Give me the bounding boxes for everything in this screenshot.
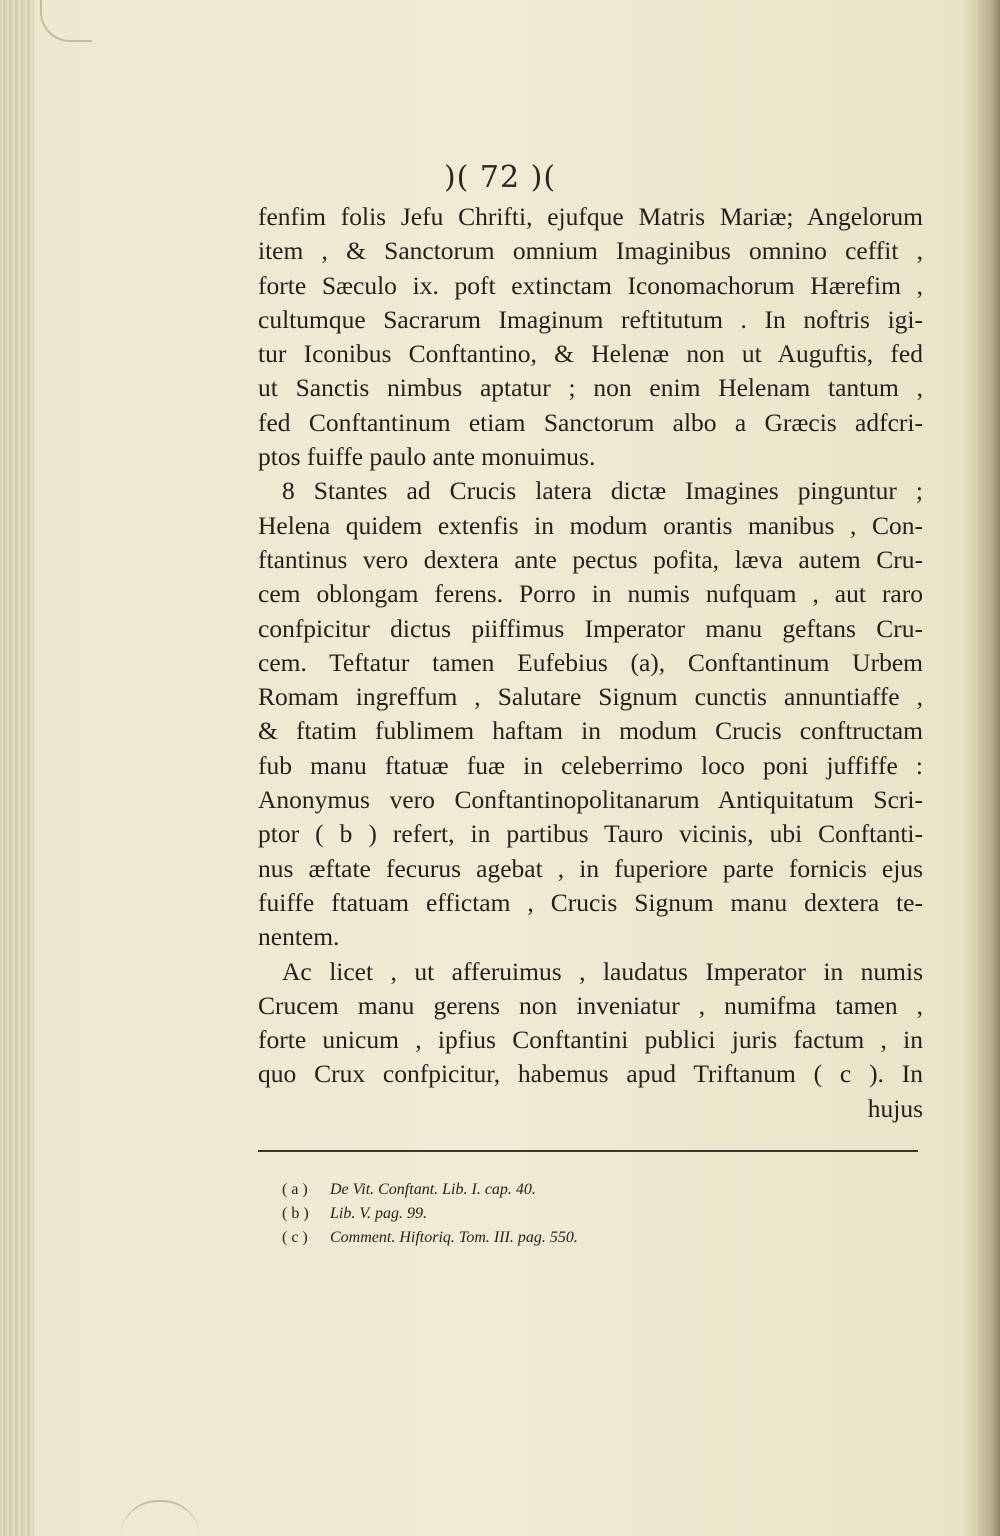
text-line: fub manu ftatuæ fuæ in celeberrimo loco poni juffiffe : (258, 750, 923, 780)
footnote-text: Comment. Hiftoriq. Tom. III. pag. 550. (330, 1229, 578, 1246)
text-line: fuiffe ftatuam effictam , Crucis Signum manu dextera te- (258, 887, 923, 917)
binding-gutter (0, 0, 34, 1536)
text-line: confpicitur dictus piiffimus Imperator manu geftans Cru- (258, 613, 923, 643)
text-line: ptor ( b ) refert, in partibus Tauro vicinis, ubi Conftanti- (258, 819, 923, 849)
text-line: fenfim folis Jefu Chrifti, ejufque Matris Mariæ; Angelorum (258, 202, 923, 231)
text-line: quo Crux confpicitur, habemus apud Triftanum ( c ). In (258, 1059, 923, 1089)
footnote (282, 1178, 578, 1202)
footnote-text: Lib. V. pag. 99. (330, 1205, 428, 1222)
text-line: forte unicum , ipfius Conftantini publici juris factum , in (258, 1025, 923, 1055)
footnote-mark: ( a ) (282, 1181, 308, 1198)
text-line: forte Sæculo ix. poft extinctam Iconomachorum Hærefim , (258, 270, 923, 300)
text-line: Crucem manu gerens non inveniatur , numifma tamen , (258, 990, 923, 1020)
footnote-rule (258, 1150, 918, 1152)
footnote-mark: ( c ) (282, 1229, 308, 1246)
footnote (282, 1202, 578, 1226)
text-line: ftantinus vero dextera ante pectus pofita, læva autem Cru- (258, 544, 923, 574)
page-number-header: )( 72 )( (443, 160, 557, 195)
text-line: nentem. (258, 922, 340, 952)
text-line: Ac licet , ut afferuimus , laudatus Imperator in numis (282, 956, 923, 986)
text-line: Anonymus vero Conftantinopolitanarum Antiquitatum Scri- (258, 785, 923, 815)
text-line: cem oblongam ferens. Porro in numis nufquam , aut raro (258, 579, 923, 609)
text-line: Romam ingreffum , Salutare Signum cunctis annuntiaffe , (258, 682, 923, 712)
text-line: cultumque Sacrarum Imaginum reftitutum . In noftris igi- (258, 304, 923, 334)
text-line: fed Conftantinum etiam Sanctorum albo a Græcis adfcri- (258, 407, 923, 437)
text-line: ut Sanctis nimbus aptatur ; non enim Helenam tantum , (258, 373, 923, 403)
footnotes (282, 1178, 578, 1250)
page-curl-mark (120, 1500, 200, 1536)
page-curl-mark (40, 0, 92, 42)
catchword: hujus (867, 1093, 923, 1123)
text-line: 8 Stantes ad Crucis latera dictæ Imagines pinguntur ; (282, 476, 923, 506)
text-line: Helena quidem extenfis in modum orantis manibus , Con- (258, 510, 923, 540)
text-line: nus æftate fecurus agebat , in fuperiore parte fornicis ejus (258, 853, 923, 883)
page-edge (978, 0, 1000, 1536)
footnote-mark: ( b ) (282, 1205, 309, 1222)
text-line: cem. Teftatur tamen Eufebius (a), Conftantinum Urbem (258, 647, 923, 677)
text-line: item , & Sanctorum omnium Imaginibus omnino ceffit , (258, 236, 923, 266)
footnote-text: De Vit. Conftant. Lib. I. cap. 40. (330, 1181, 536, 1198)
text-line: ptos fuiffe paulo ante monuimus. (258, 442, 596, 472)
footnote (282, 1226, 578, 1250)
text-line: & ftatim fublimem haftam in modum Crucis conftructam (258, 716, 923, 746)
text-line: tur Iconibus Conftantino, & Helenæ non ut Auguftis, fed (258, 339, 923, 369)
body-text (258, 200, 923, 1126)
